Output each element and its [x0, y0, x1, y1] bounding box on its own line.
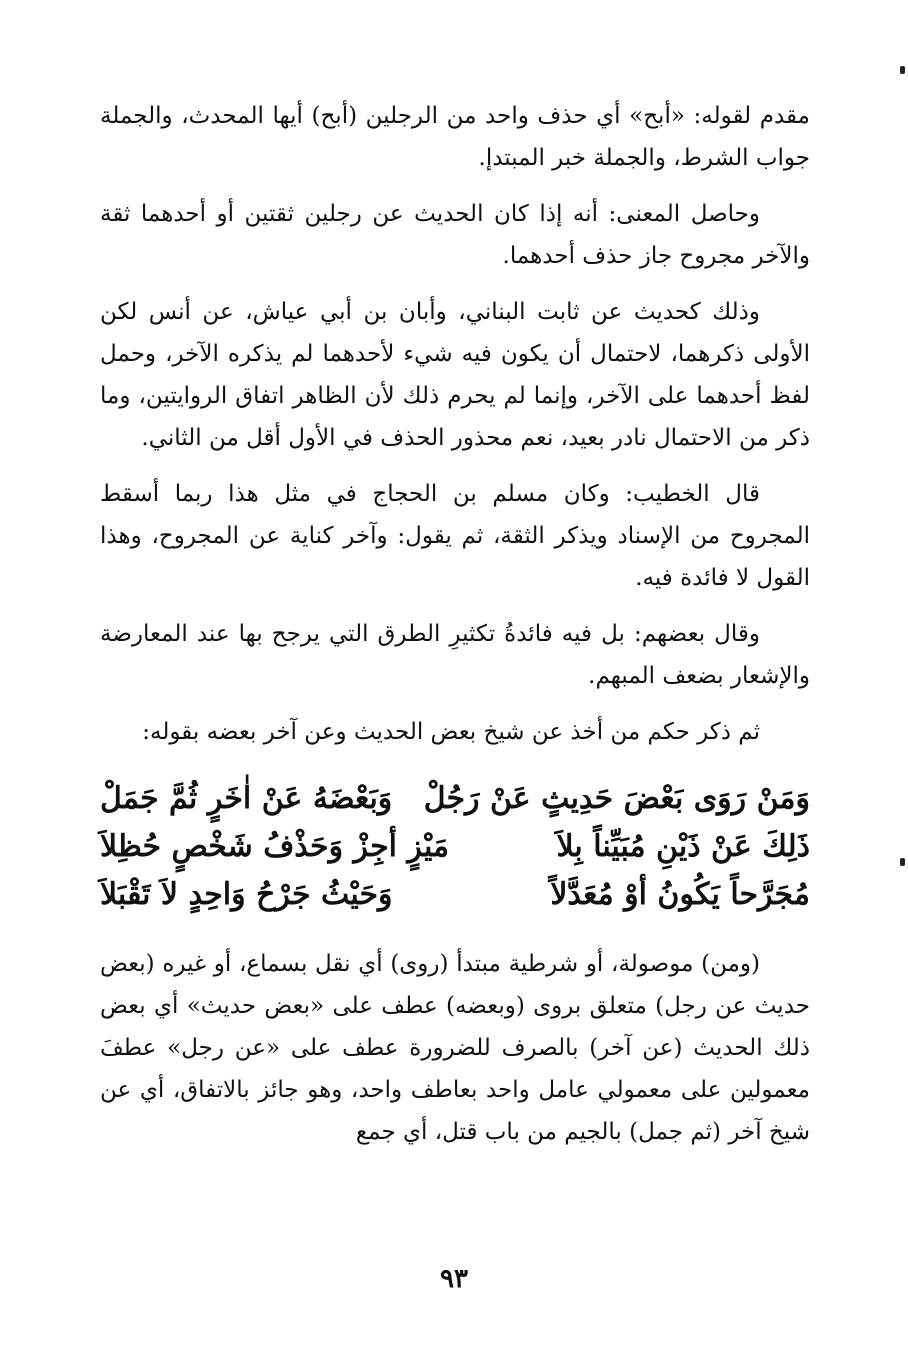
paragraph: وذلك كحديث عن ثابت البناني، وأبان بن أبي عياش، عن أنس لكن الأولى ذكرهما، لاحتمال أن يكون فيه شيء لأحدهما لم يذكره الآخر، وحمل لفظ أحدهما على الآخر، وإنما لم يحرم ذلك لأن الظاهر اتفاق الروايتين، وما ذكر من الاحتمال نادر بعيد، نعم محذور الحذف في الأول أقل من الثاني.	[100, 299, 810, 451]
verse-line	[100, 823, 810, 871]
verse-first-hemistich: ذَلِكَ عَنْ ذَيْنِ مُبَيِّناً بِلاَ	[556, 829, 810, 864]
top-paragraphs	[100, 95, 810, 753]
verse-first-hemistich: مُجَرَّحاً يَكُونُ أوْ مُعَدَّلاً	[550, 877, 810, 912]
paragraph: (ومن) موصولة، أو شرطية مبتدأ (روى) أي نقل بسماع، أو غيره (بعض حديث عن رجل) متعلق بروى (وبعضه) عطف على «بعض حديث» أي بعض ذلك الحديث (عن آخر) بالصرف للضرورة عطف على «عن رجل» عطفَ معمولين على معمولي عامل واحد بعاطف واحد، وهو جائز بالاتفاق، أي عن شيخ آخر (ثم جمل) بالجيم من باب قتل، أي جمع	[100, 951, 810, 1145]
verse-second-hemistich: مَيْزٍ أجِزْ وَحَذْفُ شَخْصٍ حُظِلاَ	[100, 829, 450, 864]
paragraph: ثم ذكر حكم من أخذ عن شيخ بعض الحديث وعن آخر بعضه بقوله:	[142, 719, 760, 745]
paragraph: وقال بعضهم: بل فيه فائدةُ تكثيرِ الطرق التي يرجح بها عند المعارضة والإشعار بضعف المبهم.	[100, 621, 810, 689]
verse-second-hemistich: وَبَعْضَهُ عَنْ اٰخَرٍ ثُمَّ جَمَلْ	[100, 781, 393, 816]
verse-second-hemistich: وَحَيْثُ جَرْحُ وَاحِدٍ لاَ تَقْبَلاَ	[100, 877, 393, 912]
paragraph: وحاصل المعنى: أنه إذا كان الحديث عن رجلين ثقتين أو أحدهما ثقة والآخر مجروح جاز حذف أحدهما.	[100, 201, 810, 269]
page-body	[100, 95, 810, 1167]
verse-first-hemistich: وَمَنْ رَوَى بَعْضَ حَدِيثٍ عَنْ رَجُلْ	[423, 781, 810, 816]
page-number: ٩٣	[440, 1264, 468, 1294]
bottom-paragraphs	[100, 943, 810, 1153]
verse-line	[100, 775, 810, 823]
margin-mark-top	[900, 66, 905, 74]
paragraph: مقدم لقوله: «أبح» أي حذف واحد من الرجلين (أبح) أيها المحدث، والجملة جواب الشرط، والجملة خبر المبتدإ.	[100, 103, 810, 171]
paragraph: قال الخطيب: وكان مسلم بن الحجاج في مثل هذا ربما أسقط المجروح من الإسناد ويذكر الثقة، ثم يقول: وآخر كناية عن المجروح، وهذا القول لا فائدة فيه.	[100, 481, 810, 591]
verse-line	[100, 871, 810, 919]
margin-mark-middle	[900, 858, 905, 866]
verse-block	[100, 775, 810, 919]
